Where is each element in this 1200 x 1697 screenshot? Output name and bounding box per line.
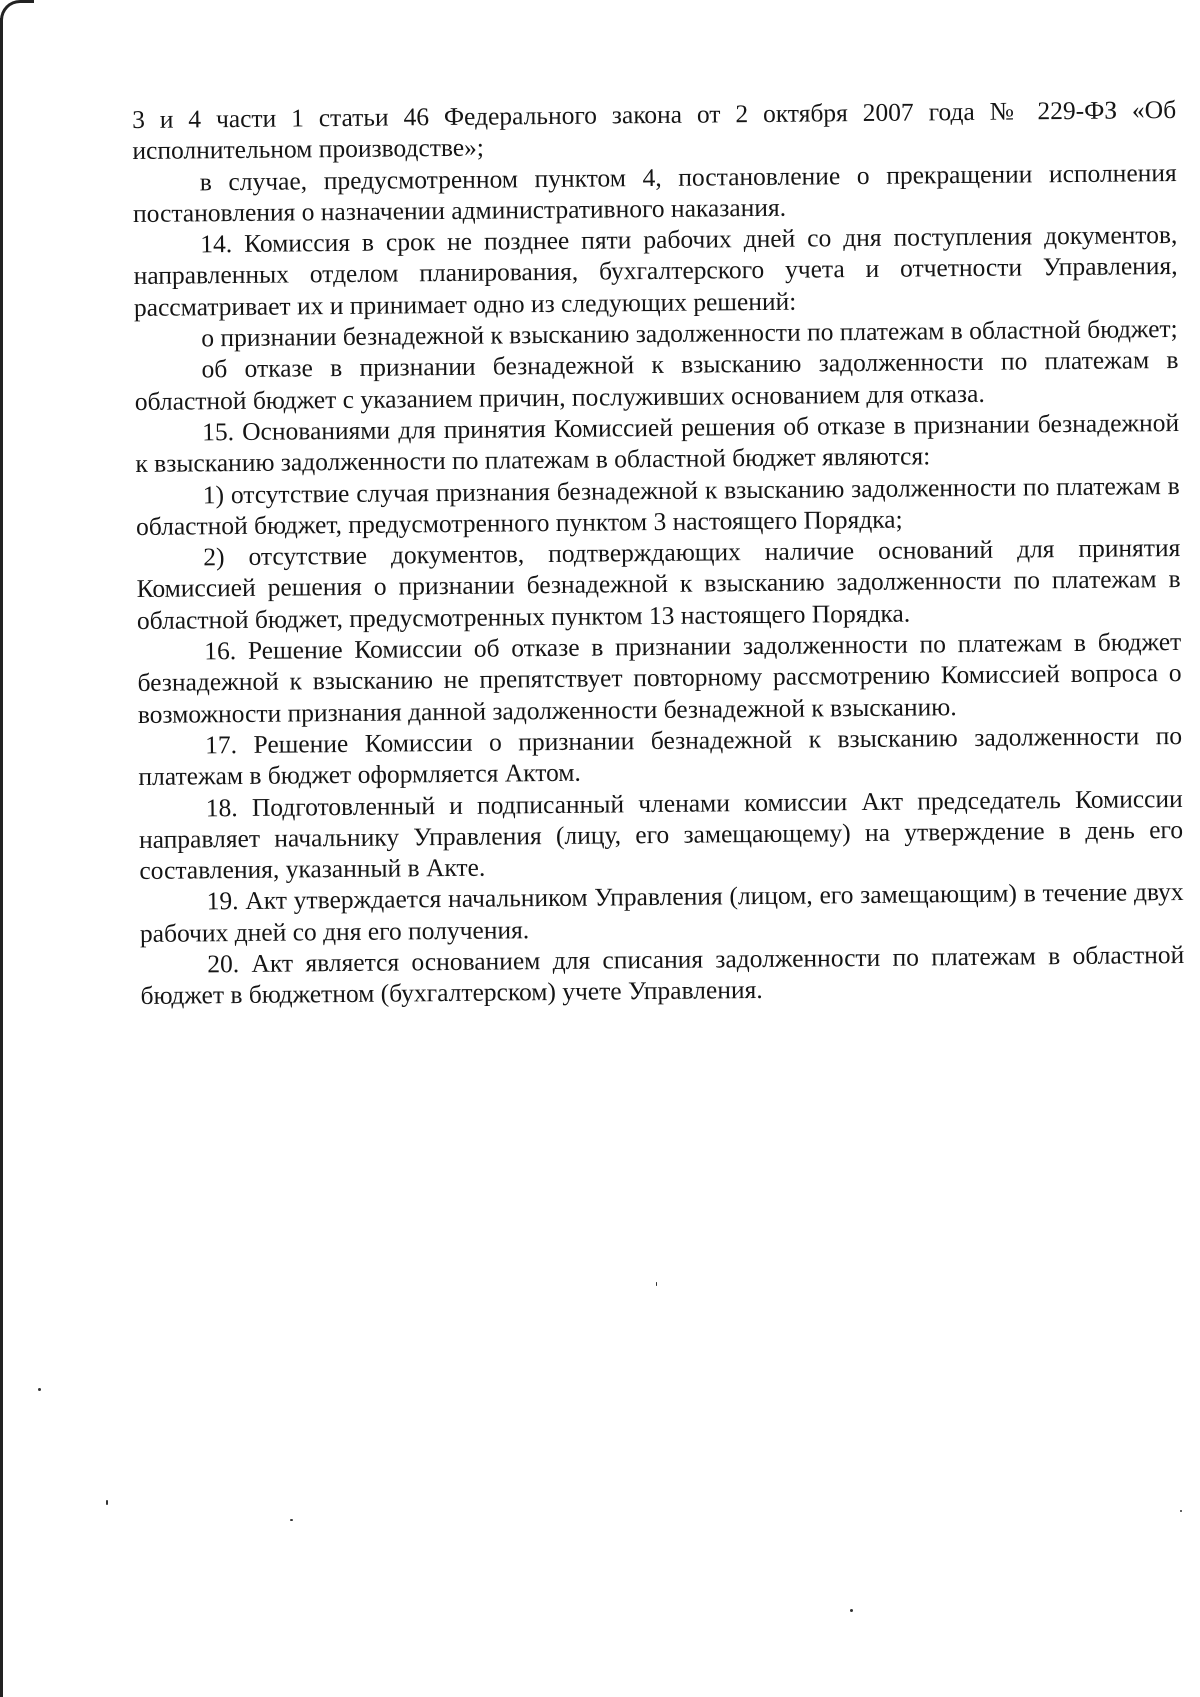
scan-speck [1180,1510,1182,1512]
scan-speck [38,1388,41,1391]
paragraph-16: 16. Решение Комиссии об отказе в признании задолженности по платежам в бюджет безнадежной к взысканию не препятствует повторному рассмотрению Комиссией вопроса о возможности признания данной задолженности безнадежной к взысканию. [137,627,1182,729]
scan-speck [106,1500,108,1505]
paragraph-20: 20. Акт является основанием для списания задолженности по платежам в областной бюджет в бюджетном (бухгалтерском) учете Управления. [140,939,1185,1011]
scan-edge-line [0,18,3,1697]
paragraph-15-item-1: 1) отсутствие случая признания безнадежной к взысканию задолженности по платежам в областной бюджет, предусмотренного пунктом 3 настоящего Порядка; [135,470,1180,541]
paragraph-continuation: 3 и 4 части 1 статьи 46 Федерального закона от 2 октября 2007 года № 229-ФЗ «Об исполнительном производстве»; [132,94,1177,166]
paragraph-decision-refuse: об отказе в признании безнадежной к взысканию задолженности по платежам в областной бюджет с указанием причин, послуживших основанием для отказа. [134,345,1179,416]
paragraph-18: 18. Подготовленный и подписанный членами комиссии Акт председатель Комиссии направляет начальнику Управления (лицу, его замещающему) на утверждение в день его составления, указанный в Акте. [138,783,1184,886]
paragraph-decision-recognize: о признании безнадежной к взысканию задолженности по платежам в областной бюджет; [201,314,1178,353]
scan-speck [850,1609,853,1612]
paragraph-14: 14. Комиссия в срок не позднее пяти рабочих дней со дня поступления документов, направленных отделом планирования, бухгалтерского учета и отчетности Управления, рассматривает их и принимает одно из следующих решений: [133,220,1178,322]
scan-edge-corner [0,0,34,20]
paragraph-15: 15. Основаниями для принятия Комиссией решения об отказе в признании безнадежной к взысканию задолженности по платежам в областной бюджет являются: [135,407,1180,479]
scan-speck [656,1282,657,1286]
paragraph-19: 19. Акт утверждается начальником Управления (лицом, его замещающим) в течение двух рабочих дней со дня его получения. [139,877,1184,948]
paragraph-17: 17. Решение Комиссии о признании безнадежной к взысканию задолженности по платежам в бюджет оформляется Актом. [138,720,1183,792]
document-body [132,94,1185,1012]
scan-speck [290,1519,293,1521]
paragraph-15-item-2: 2) отсутствие документов, подтверждающих наличие оснований для принятия Комиссией решения о признании безнадежной к взысканию задолженности по платежам в областной бюджет, предусмотренных пунктом 13 настоящего Порядка. [136,533,1181,635]
paragraph-case-4: в случае, предусмотренном пунктом 4, постановление о прекращении исполнения постановления о назначении административного наказания. [132,157,1177,228]
